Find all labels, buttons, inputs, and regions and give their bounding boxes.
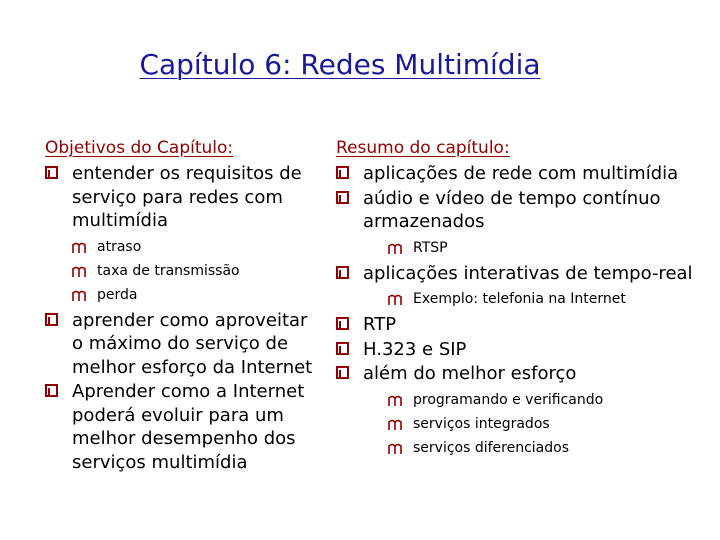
list-item-text: aplicações interativas de tempo-real bbox=[363, 262, 693, 284]
list-item-text: aplicações de rede com multimídia bbox=[363, 163, 679, 184]
sub-item-text: Exemplo: telefonia na Internet bbox=[413, 291, 626, 307]
right-column bbox=[336, 138, 720, 462]
slide-title: Capítulo 6: Redes Multimídia bbox=[139, 48, 541, 81]
list-item bbox=[336, 162, 720, 186]
square-bullet-icon bbox=[45, 313, 59, 327]
m-bullet-icon bbox=[388, 243, 402, 255]
list-item-text: Aprender como a Internet poderá evoluir para um melhor desempenho dos serviços multimídia bbox=[72, 381, 305, 473]
sub-item-text: programando e verificando bbox=[413, 391, 604, 408]
square-bullet-icon bbox=[336, 366, 350, 380]
left-column bbox=[45, 138, 320, 475]
list-item bbox=[45, 309, 320, 380]
list-item-text: RTP bbox=[363, 314, 397, 335]
square-bullet-icon bbox=[336, 317, 350, 331]
list-item-text: entender os requisitos de serviço para redes com multimídia bbox=[72, 163, 302, 231]
sub-list-item bbox=[388, 236, 720, 260]
list-item bbox=[336, 362, 720, 460]
m-bullet-icon bbox=[388, 395, 402, 407]
square-bullet-icon bbox=[336, 342, 350, 356]
m-bullet-icon bbox=[388, 443, 402, 455]
list-item-text: além do melhor esforço bbox=[363, 363, 577, 384]
left-heading: Objetivos do Capítulo: bbox=[45, 138, 234, 158]
square-bullet-icon bbox=[336, 166, 350, 180]
sub-list-item bbox=[72, 259, 320, 283]
sub-list-item bbox=[388, 287, 720, 311]
m-bullet-icon bbox=[72, 290, 86, 302]
sub-list-item bbox=[72, 283, 320, 307]
list-item-text: aprender como aproveitar o máximo do serviço de melhor esforço da Internet bbox=[72, 309, 313, 378]
list-item-text: aúdio e vídeo de tempo contínuo armazenados bbox=[363, 187, 661, 232]
list-item bbox=[336, 313, 720, 337]
sub-item-text: taxa de transmissão bbox=[97, 262, 240, 279]
sub-item-text: serviços integrados bbox=[413, 415, 550, 432]
sub-list bbox=[363, 236, 720, 260]
list-item bbox=[336, 338, 720, 362]
list-item-text: H.323 e SIP bbox=[363, 338, 467, 360]
sub-item-text: perda bbox=[97, 286, 138, 303]
square-bullet-icon bbox=[336, 266, 350, 280]
sub-item-text: serviços diferenciados bbox=[413, 439, 570, 456]
sub-list bbox=[363, 388, 720, 460]
left-bullet-list bbox=[45, 162, 320, 474]
m-bullet-icon bbox=[388, 294, 402, 306]
sub-list bbox=[363, 287, 720, 311]
sub-list-item bbox=[388, 412, 720, 436]
sub-item-text: atraso bbox=[97, 238, 142, 255]
m-bullet-icon bbox=[72, 266, 86, 278]
right-heading: Resumo do capítulo: bbox=[336, 138, 510, 158]
m-bullet-icon bbox=[388, 419, 402, 431]
list-item bbox=[45, 162, 320, 307]
m-bullet-icon bbox=[72, 242, 86, 254]
sub-list-item bbox=[72, 235, 320, 259]
list-item bbox=[336, 187, 720, 260]
square-bullet-icon bbox=[45, 166, 59, 180]
list-item bbox=[45, 380, 320, 474]
sub-list bbox=[72, 235, 320, 307]
sub-list-item bbox=[388, 436, 720, 460]
sub-list-item bbox=[388, 388, 720, 412]
list-item bbox=[336, 262, 720, 312]
square-bullet-icon bbox=[45, 384, 59, 398]
right-bullet-list bbox=[336, 162, 720, 460]
square-bullet-icon bbox=[336, 191, 350, 205]
sub-item-text: RTSP bbox=[413, 239, 448, 256]
